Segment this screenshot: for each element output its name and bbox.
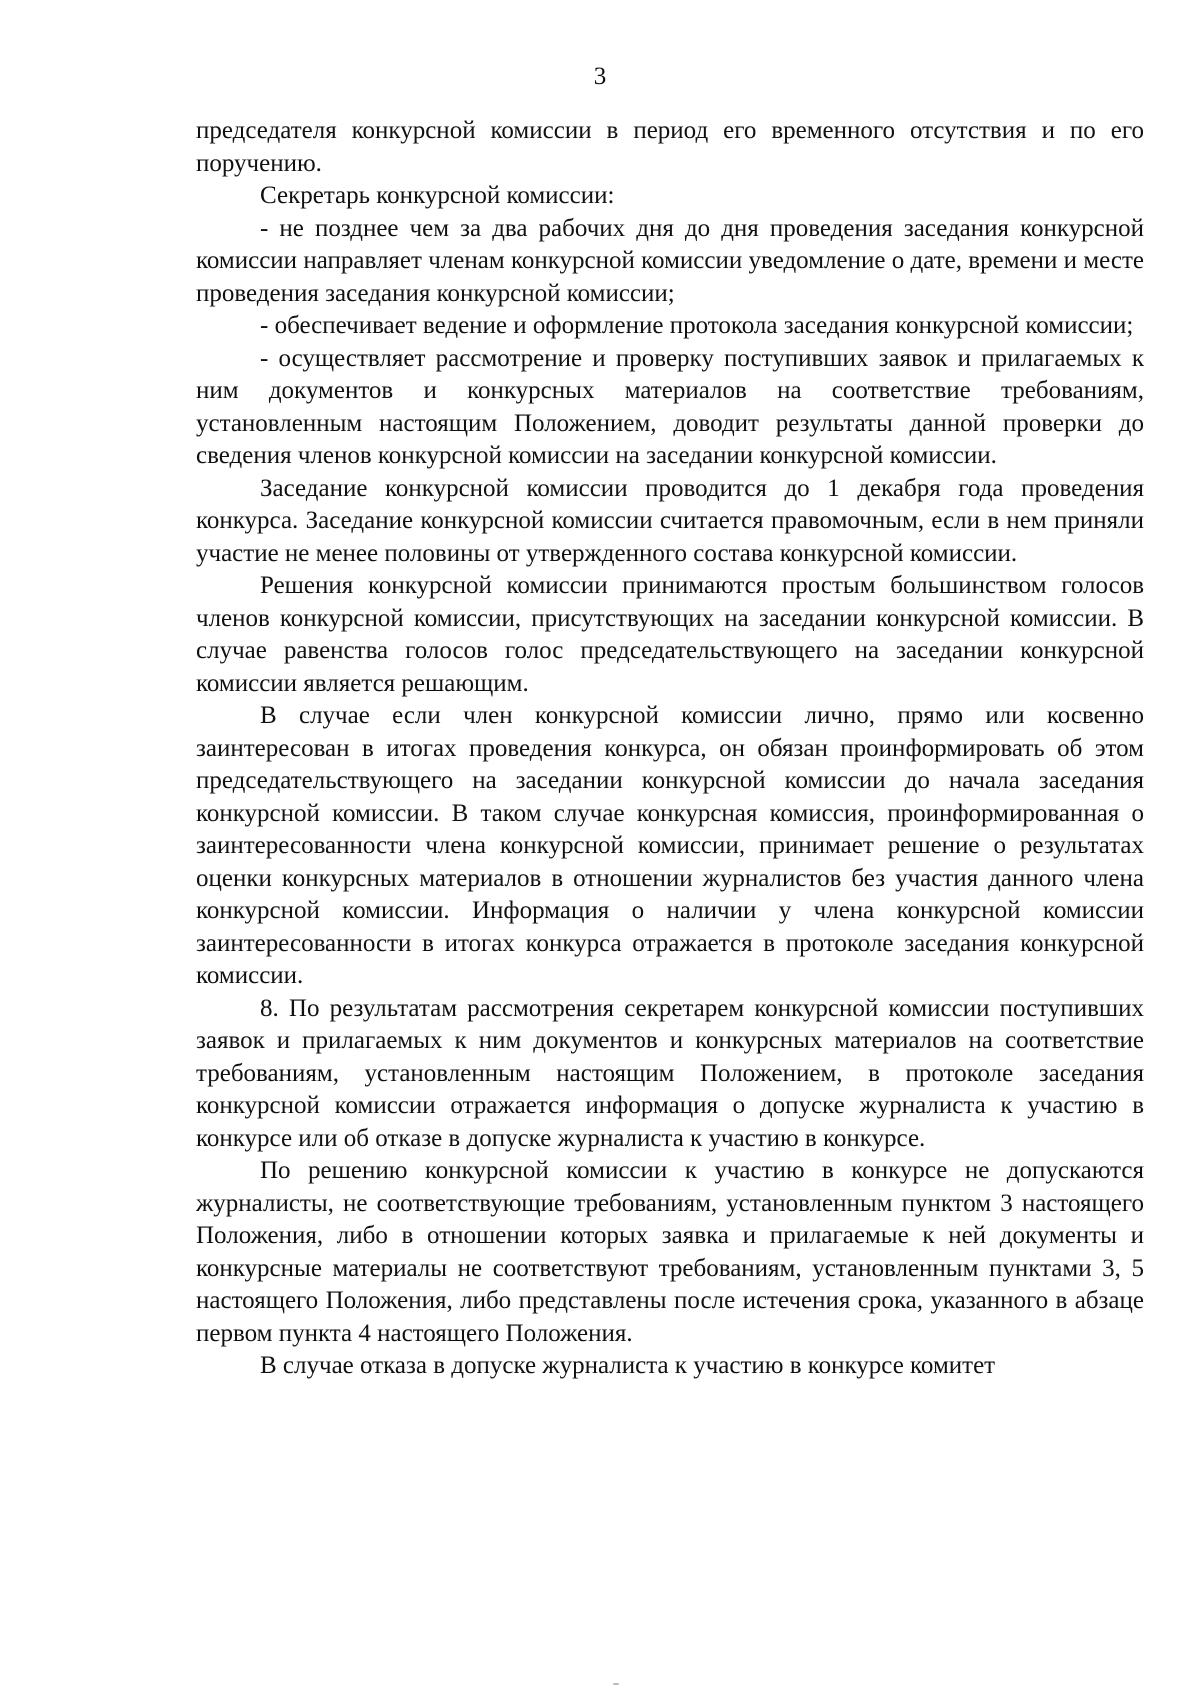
paragraph: Секретарь конкурсной комиссии: bbox=[260, 182, 615, 209]
list-item: - обеспечивает ведение и оформление протокола заседания конкурсной комиссии; bbox=[260, 312, 1134, 339]
paragraph: В случае отказа в допуске журналиста к участию в конкурсе комитет bbox=[260, 1352, 996, 1379]
list-item: - не позднее чем за два рабочих дня до дня проведения заседания конкурсной комиссии направляет членам конкурсной комиссии уведомление о дате, времени и месте проведения заседания конкурсной комиссии; bbox=[196, 214, 1144, 307]
paragraph: Заседание конкурсной комиссии проводится до 1 декабря года проведения конкурса. Заседание конкурсной комиссии считается правомочным, если в нем приняли участие не менее половины от утвержденного состава конкурсной комиссии. bbox=[196, 474, 1144, 567]
page-number: 3 bbox=[593, 63, 607, 90]
scan-artifact bbox=[613, 1683, 619, 1685]
paragraph: По решению конкурсной комиссии к участию в конкурсе не допускаются журналисты, не соответствующие требованиям, установленным пунктом 3 настоящего Положения, либо в отношении которых заявка и прилагаемые к ней документы и конкурсные материалы не соответствуют требованиям, установленным пунктами 3, 5 настоящего Положения, либо представлены после истечения срока, указанного в абзаце первом пункта 4 настоящего Положения. bbox=[196, 1157, 1144, 1347]
numbered-paragraph: 8. По результатам рассмотрения секретарем конкурсной комиссии поступивших заявок и прилагаемых к ним документов и конкурсных материалов на соответствие требованиям, установленным настоящим Положением, в протоколе заседания конкурсной комиссии отражается информация о допуске журналиста к участию в конкурсе или об отказе в допуске журналиста к участию в конкурсе. bbox=[196, 994, 1144, 1152]
paragraph: В случае если член конкурсной комиссии лично, прямо или косвенно заинтересован в итогах проведения конкурса, он обязан проинформировать об этом председательствующего на заседании конкурсной комиссии до начала заседания конкурсной комиссии. В таком случае конкурсная комиссия, проинформированная о заинтересованности члена конкурсной комиссии, принимает решение о результатах оценки конкурсных материалов в отношении журналистов без участия данного члена конкурсной комиссии. Информация о наличии у члена конкурсной комиссии заинтересованности в итогах конкурса отражается в протоколе заседания конкурсной комиссии. bbox=[196, 702, 1144, 989]
paragraph: Решения конкурсной комиссии принимаются простым большинством голосов членов конкурсной комиссии, присутствующих на заседании конкурсной комиссии. В случае равенства голосов голос председательствующего на заседании конкурсной комиссии является решающим. bbox=[196, 572, 1144, 697]
paragraph: председателя конкурсной комиссии в период его временного отсутствия и по его поручению. bbox=[196, 117, 1144, 177]
list-item: - осуществляет рассмотрение и проверку поступивших заявок и прилагаемых к ним документов и конкурсных материалов на соответствие требованиям, установленным настоящим Положением, доводит результаты данной проверки до сведения членов конкурсной комиссии на заседании конкурсной комиссии. bbox=[196, 344, 1144, 469]
document-body bbox=[196, 115, 1144, 1383]
